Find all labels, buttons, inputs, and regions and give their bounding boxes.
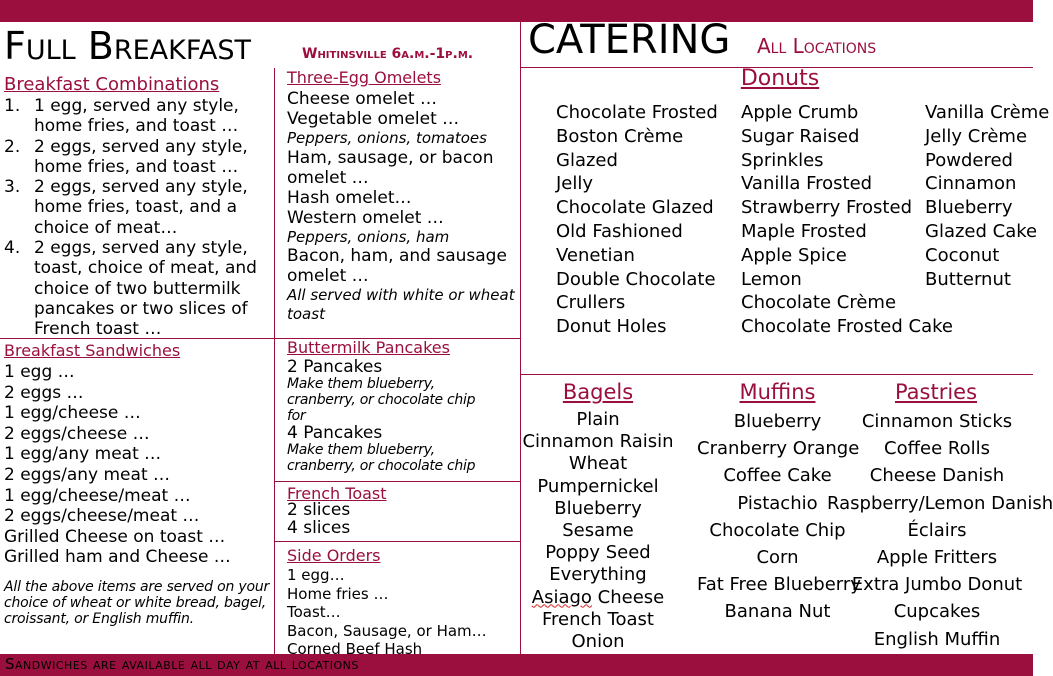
muffin-item: Coffee Cake [723,465,832,487]
donut-item: Sugar Raised [741,125,860,147]
donut-item: Powdered [925,149,1013,171]
donuts-column-1 [556,101,718,339]
donut-item: Chocolate Frosted [556,102,718,123]
footer-note: Sandwiches are available all day at all locations [5,655,359,673]
donut-item: Glazed [556,149,618,171]
muffin-item: Fat Free Blueberry [697,574,861,596]
omelet-line: Vegetable omelet … [287,109,460,129]
sandwich-item: Grilled ham and Cheese … [4,547,231,568]
pastries-heading: Pastries [894,380,978,404]
combo-item [4,177,272,238]
breakfast-hours: Whitinsville 6a.m.-1p.m. [302,46,474,62]
side-order-item: Corned Beef Hash [287,640,423,658]
pastry-item: Éclairs [907,519,967,541]
bagel-item: Wheat [568,453,628,475]
combo-line: toast, choice of meat, and [34,258,257,279]
combo-number: 3. [4,177,21,198]
bagels-heading: Bagels [562,380,634,404]
french-toast-heading: French Toast [287,484,387,503]
combo-number: 4. [4,238,21,259]
donut-item: Vanilla Crème [925,102,1050,123]
pancake-line-note: cranberry, or chocolate chip [287,458,476,474]
combo-line: pancakes or two slices of [34,298,248,319]
sandwiches-heading: Breakfast Sandwiches [4,341,181,360]
combos-list [4,96,272,340]
side-order-item: Toast… [287,603,341,621]
combo-number: 2. [4,136,21,157]
donut-item: Crullers [556,292,626,314]
divider-french-toast [274,481,520,482]
donut-item: Cinnamon [925,173,1017,195]
main-divider [520,22,521,654]
top-banner [0,0,1033,22]
donut-item: Chocolate Glazed [556,197,714,219]
omelet-line: omelet … [287,167,369,188]
combo-line: choice of two buttermilk [34,278,241,299]
combo-item [4,137,272,178]
pancake-line-note: for [287,408,306,424]
divider-donuts [520,374,1033,375]
omelets-list [287,89,520,323]
donut-item: Butternut [925,268,1011,290]
pastry-item: Extra Jumbo Donut [851,574,1023,596]
muffin-item: Cranberry Orange [697,438,860,460]
bagel-item: Blueberry [554,497,642,519]
omelets-heading: Three-Egg Omelets [287,68,442,87]
side-orders-heading: Side Orders [287,546,381,565]
donuts-heading: Donuts [740,66,820,91]
combo-line: home fries, toast, and a [34,197,238,218]
donut-item: Blueberry [925,197,1013,219]
donut-item: Jelly [556,173,594,195]
omelet-line: Western omelet … [287,207,444,228]
omelet-line: Bacon, ham, and sausage [287,246,507,266]
omelet-line-note: Peppers, onions, ham [287,227,450,246]
sandwiches-note: All the above items are served on your choice of wheat or white bread, bagel, croissant, or English muffin. [4,579,270,627]
sandwich-item: 2 eggs/cheese … [4,423,150,444]
pastry-item: Coffee Rolls [884,438,990,460]
pastry-item: Raspberry/Lemon Danish [827,492,1053,514]
muffins-heading: Muffins [739,380,816,404]
combo-line: 2 eggs, served any style, [34,238,248,259]
donut-item: Donut Holes [556,316,667,338]
bagel-item: Plain [576,409,620,430]
divider-side-orders [274,541,520,542]
donut-item: Strawberry Frosted [741,197,912,219]
bagel-item: Cinnamon Raisin [522,431,674,453]
omelet-line-note: All served with white or wheat [287,286,515,304]
omelet-line: Cheese omelet … [287,89,437,109]
sandwich-item: 2 eggs … [4,382,84,403]
combo-line: 2 eggs, served any style, [34,177,248,198]
pastry-item: English Muffin [873,628,1001,650]
donut-item: Double Chocolate [556,268,716,290]
pancake-line: 4 Pancakes [287,423,383,443]
side-order-item: Home fries … [287,584,389,603]
bagel-item: Onion [571,631,625,653]
pancakes-list [287,358,520,474]
pancakes-heading: Buttermilk Pancakes [287,338,450,357]
bagels-list [522,409,674,653]
omelet-line: Hash omelet… [287,187,412,208]
pastry-item: Cheese Danish [869,465,1005,487]
bagel-item: Sesame [562,520,634,542]
combo-line: choice of meat… [34,217,178,238]
pastries-list [827,408,1053,653]
omelet-line-note: Peppers, onions, tomatoes [287,129,487,147]
donut-item: Glazed Cake [925,220,1038,242]
muffin-item: Blueberry [733,411,822,432]
catering-title: CATERING [528,17,731,63]
breakfast-title: Full Breakfast [4,24,252,68]
muffin-item: Banana Nut [724,601,831,623]
sandwich-item: 1 egg/cheese … [4,403,141,424]
sandwich-item: 2 eggs/any meat … [4,464,171,485]
sandwich-item: 2 eggs/cheese/meat … [4,506,200,527]
donut-item: Apple Crumb [741,102,859,123]
omelet-line: Ham, sausage, or bacon [287,147,494,168]
omelet-line-note: toast [287,304,325,323]
donut-item: Venetian [556,244,635,266]
donut-item: Coconut [925,244,1000,266]
combos-heading: Breakfast Combinations [4,74,220,95]
combo-line: 2 eggs, served any style, [34,136,248,157]
combo-line: French toast … [34,319,162,340]
donut-item: Chocolate Crème [741,292,897,314]
donut-item: Chocolate Frosted Cake [741,316,953,338]
combo-item [4,238,272,339]
donut-item: Sprinkles [741,149,824,171]
bagel-item: Asiago Cheese [531,586,665,608]
french-toast-item: 4 slices [287,517,351,538]
bagel-item: Everything [549,564,647,586]
pastry-item: Apple Fritters [876,547,998,569]
omelet-line: omelet … [287,266,369,286]
muffin-item: Corn [756,547,799,569]
combo-item [4,96,272,137]
sandwich-item: Grilled Cheese on toast … [4,526,226,547]
left-column-divider [274,68,275,654]
sandwiches-list [4,362,231,568]
muffin-item: Pistachio [737,492,818,514]
donut-item: Apple Spice [741,244,847,266]
pastry-item: Cupcakes [893,601,981,623]
pastry-item: Cinnamon Sticks [861,411,1013,432]
side-order-item: Bacon, Sausage, or Ham… [287,621,487,640]
pancake-line-note: Make them blueberry, [287,442,435,458]
donut-item: Maple Frosted [741,220,867,242]
muffin-item: Chocolate Chip [709,519,846,541]
bagel-item: Poppy Seed [545,542,651,564]
combo-line: 1 egg, served any style, [34,96,239,116]
french-toast-list [287,502,350,537]
sandwich-item: 1 egg … [4,362,75,382]
combo-line: home fries, and toast … [34,116,239,137]
donut-item: Jelly Crème [925,125,1028,147]
pancake-line-note: cranberry, or chocolate chip [287,392,476,408]
donut-item: Vanilla Frosted [741,173,873,195]
bagel-item: Pumpernickel [537,475,659,497]
side-orders-list [287,566,520,659]
pancake-line-note: Make them blueberry, [287,376,435,392]
catering-locations: All Locations [757,34,877,58]
donuts-column-3 [925,101,1049,291]
donut-item: Old Fashioned [556,220,683,242]
donut-item: Lemon [741,268,802,290]
sandwich-item: 1 egg/any meat … [4,444,162,465]
donuts-column-2 [741,101,953,339]
side-order-item: 1 egg… [287,566,345,584]
sandwich-item: 1 egg/cheese/meat … [4,485,191,506]
combo-line: home fries, and toast … [34,156,239,177]
combo-number: 1. [4,96,21,116]
donut-item: Boston Crème [556,125,684,147]
french-toast-item: 2 slices [287,500,351,520]
bagel-item: French Toast [542,608,654,630]
pancake-line: 2 Pancakes [287,357,383,377]
